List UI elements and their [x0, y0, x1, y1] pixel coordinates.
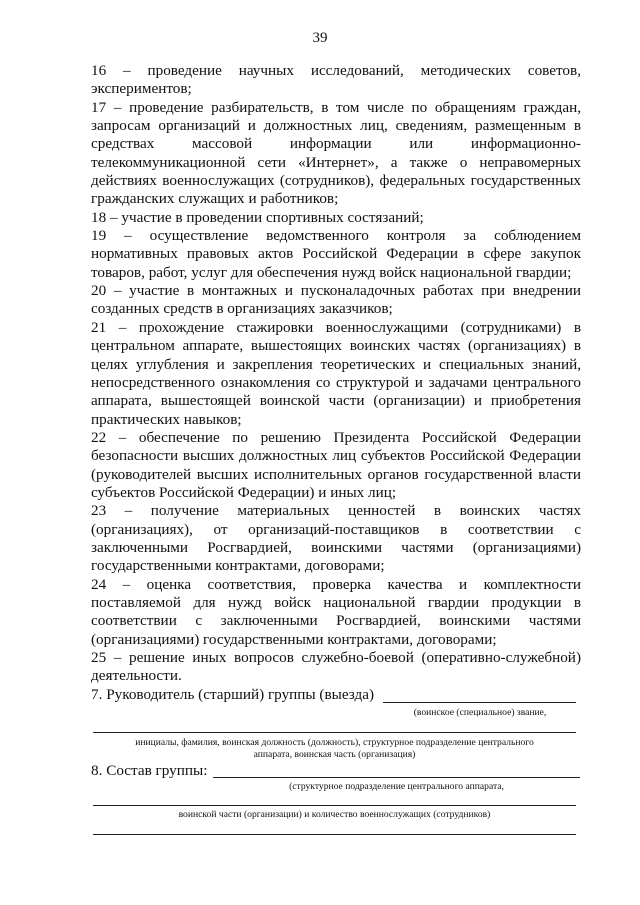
leader-fill-line — [383, 702, 576, 703]
section-8-label: 8. Состав группы: — [91, 762, 208, 779]
caption-name: инициалы, фамилия, воинская должность (должность), структурное подразделение центрального — [135, 737, 534, 748]
list-item: 19 – осуществление ведомственного контроля за соблюдением нормативных правовых актов Российской Федерации в сфере закупок товаров, работ, услуг для обеспечения нужд войск национальной гвардии; — [91, 227, 581, 281]
list-item: 16 – проведение научных исследований, методических советов, экспериментов; — [91, 62, 581, 98]
caption-subdivision: (структурное подразделение центрального аппарата, — [289, 781, 504, 792]
list-item: 21 – прохождение стажировки военнослужащими (сотрудниками) в центральном аппарате, вышестоящих воинских частях (организациях) в целях углубления и закрепления теоретических и специальных знаний, непосредственного ознакомления со структурой и задачами центрального аппарата, вышестоящей воинской части (организации) и приобретения практических навыков; — [91, 318, 581, 428]
list-item: 24 – оценка соответствия, проверка качества и комплектности поставляемой для нужд войск национальной гвардии продукции в соответствии с заключенными Росгвардией, воинскими частями (организациями) государственными контрактами, договорами; — [91, 575, 581, 648]
list-item: 20 – участие в монтажных и пусконаладочных работах при внедрении созданных средств в организациях заказчиков; — [91, 282, 581, 318]
list-item: 18 – участие в проведении спортивных состязаний; — [91, 208, 424, 226]
fill-line — [93, 805, 576, 806]
leader-fill-line — [213, 777, 580, 778]
caption-rank: (воинское (специальное) звание, — [413, 707, 547, 718]
caption-personnel: воинской части (организации) и количество военнослужащих (сотрудников) — [178, 809, 491, 820]
list-item: 23 – получение материальных ценностей в воинских частях (организациях), от организаций-поставщиков в соответствии с заключенными Росгвардией, воинскими частями (организациями) государственными контрактами, договорами; — [91, 502, 581, 575]
fill-line — [93, 732, 576, 733]
list-item: 25 – решение иных вопросов служебно-боевой (оперативно-служебной) деятельности. — [91, 649, 581, 685]
list-item: 22 – обеспечение по решению Президента Российской Федерации безопасности высших должностных лиц субъектов Российской Федерации (руководителей высших исполнительных органов государственной власти субъектов Российской Федерации) и иных лиц; — [91, 428, 581, 501]
list-item: 17 – проведение разбирательств, в том числе по обращениям граждан, запросам организаций и должностных лиц, сведениям, размещенным в средствах массовой информации или информационно-телекоммуникационной сети «Интернет», а также о неправомерных действиях военнослужащих (сотрудников), федеральных государственных гражданских служащих и работников; — [91, 98, 581, 208]
items-list — [91, 62, 581, 686]
fill-line — [93, 834, 576, 835]
caption-unit: аппарата, воинская часть (организация) — [253, 749, 416, 760]
section-7-label: 7. Руководитель (старший) группы (выезда) — [91, 686, 375, 703]
page-number: 39 — [312, 30, 328, 46]
